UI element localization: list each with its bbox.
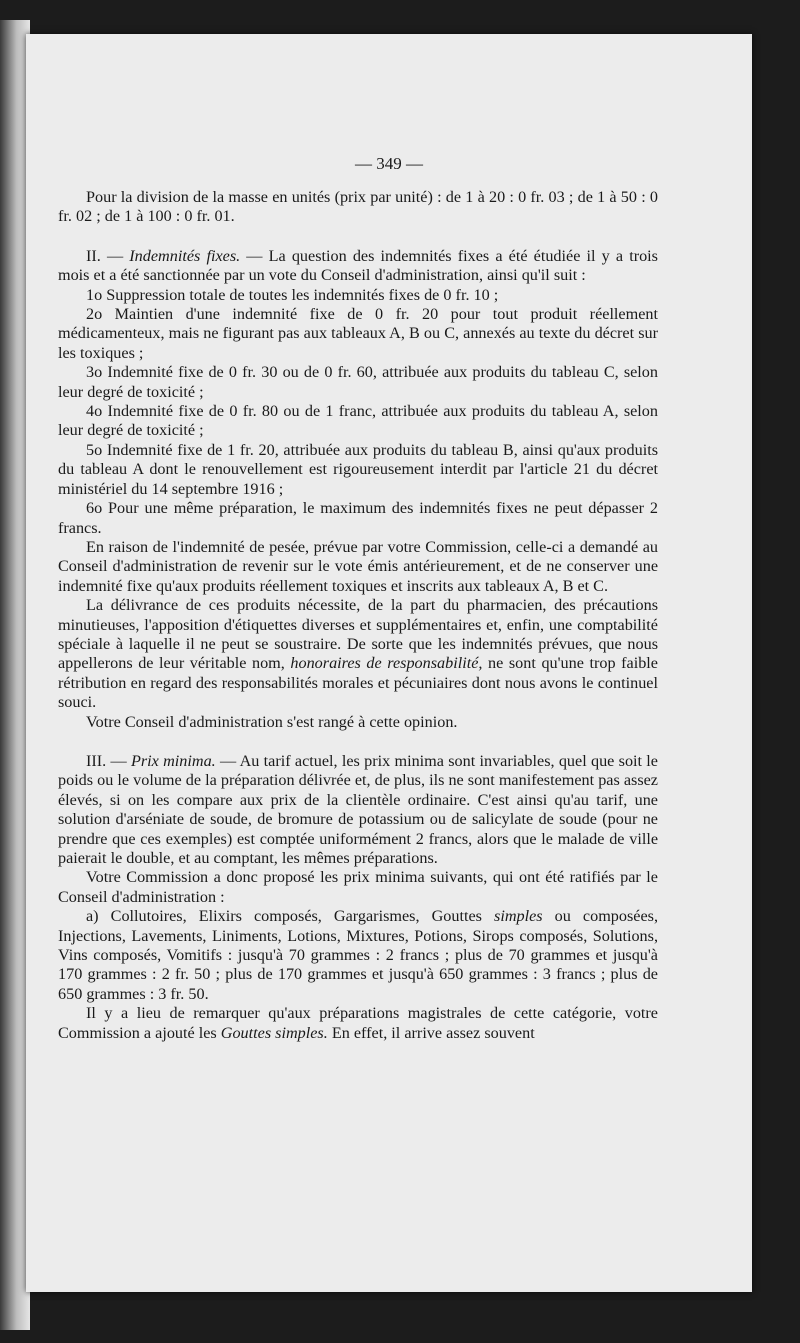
italic-phrase: Gouttes simples. xyxy=(220,1023,328,1042)
paragraph-division-masse: Pour la division de la masse en unités (prix par unité) : de 1 à 20 : 0 fr. 03 ; de 1 à 50 : 0 fr. 02 ; de 1 à 100 : 0 fr. 01. xyxy=(58,188,658,226)
paragraph-remarque xyxy=(58,1004,658,1043)
page-number: — 349 — xyxy=(355,154,423,173)
document-page xyxy=(26,34,752,1292)
italic-phrase: honoraires de responsabilité, xyxy=(290,654,483,673)
paragraph-conseil: Votre Conseil d'administration s'est rangé à cette opinion. xyxy=(86,712,458,731)
paragraph-text: En effet, il arrive assez souvent xyxy=(327,1023,535,1042)
paragraph-text: Il y a lieu de remarquer qu'aux préparations magistrales de cette catégorie, votre Commission a ajouté les xyxy=(58,1004,658,1042)
list-item-2: 2o Maintien d'une indemnité fixe de 0 fr. 20 pour tout produit réellement médicamenteux, mais ne figurant pas aux tableaux A, B ou C, annexés au texte du décret sur les toxiques ; xyxy=(58,305,658,362)
paragraph-text: ne sont qu'une trop faible rétribution en regard des responsabilités morales et pécuniaires dont nous avons le continuel souci. xyxy=(58,654,658,712)
paragraph-delivrance xyxy=(58,596,658,712)
paragraph-prix-minima xyxy=(58,752,658,868)
paragraph-text: ou composées, Injections, Lavements, Liniments, Lotions, Mixtures, Potions, Sirops composés, Solutions, Vins composés, Vomitifs : jusqu'à 70 grammes : 2 francs ; plus de 70 grammes et jusqu'à 170 grammes : 2 fr. 50 ; plus de 170 grammes et jusqu'à 650 grammes : 3 francs ; plus de 650 grammes : 3 fr. 50. xyxy=(58,907,658,1003)
body-text xyxy=(58,188,658,1043)
section-number: II. — xyxy=(86,246,130,265)
paragraph-text: — La question des indemnités fixes a été étudiée il y a trois mois et a été sanctionnée par un vote du Conseil d'administration, ainsi qu'il suit : xyxy=(58,246,658,285)
section-title: Prix minima. xyxy=(130,751,216,770)
section-number: III. — xyxy=(86,751,131,770)
italic-word: simples xyxy=(494,907,543,926)
list-item-4: 4o Indemnité fixe de 0 fr. 80 ou de 1 franc, attribuée aux produits du tableau A, selon leur degré de toxicité ; xyxy=(58,402,658,440)
paragraph-indemnites-fixes xyxy=(58,247,658,286)
list-item-3: 3o Indemnité fixe de 0 fr. 30 ou de 0 fr. 60, attribuée aux produits du tableau C, selon leur degré de toxicité ; xyxy=(58,363,658,401)
paragraph-text: La délivrance de ces produits nécessite, de la part du pharmacien, des précautions minutieuses, l'apposition d'étiquettes diverses et supplémentaires et, enfin, une comptabilité spéciale à laquelle il ne peut se soustraire. De sorte que les indemnités prévues, que nous appellerons de leur véritable nom, xyxy=(58,596,658,673)
paragraph-commission: Votre Commission a donc proposé les prix minima suivants, qui ont été ratifiés par le Conseil d'administration : xyxy=(58,868,658,906)
list-item-1: 1o Suppression totale de toutes les indemnités fixes de 0 fr. 10 ; xyxy=(86,285,499,304)
paragraph-text: a) Collutoires, Elixirs composés, Gargarismes, Gouttes xyxy=(86,907,495,926)
section-title: Indemnités fixes. xyxy=(129,246,241,265)
paragraph-text: — Au tarif actuel, les prix minima sont invariables, quel que soit le poids ou le volume de la préparation délivrée et, de plus, ils ne sont manifestement pas assez élevés, si on les compare aux prix de la clientèle ordinaire. C'est ainsi qu'au tarif, une solution d'arséniate de soude, de bromure de potassium ou de salicylate de soude (pour ne prendre que ces exemples) est comptée uniformément 2 francs, alors que le malade de ville paierait le double, et au comptant, les mêmes préparations. xyxy=(58,751,658,867)
paragraph-item-a xyxy=(58,907,658,1004)
list-item-6: 6o Pour une même préparation, le maximum des indemnités fixes ne peut dépasser 2 francs. xyxy=(58,499,658,537)
paragraph-indemnite-pesee: En raison de l'indemnité de pesée, prévue par votre Commission, celle-ci a demandé au Conseil d'administration de revenir sur le vote émis antérieurement, et de ne conserver une indemnité fixe qu'aux produits réellement toxiques et inscrits aux tableaux A, B et C. xyxy=(58,537,658,595)
list-item-5: 5o Indemnité fixe de 1 fr. 20, attribuée aux produits du tableau B, ainsi qu'aux produits du tableau A dont le renouvellement est rigoureusement interdit par l'article 21 du décret ministériel du 14 septembre 1916 ; xyxy=(58,440,658,498)
